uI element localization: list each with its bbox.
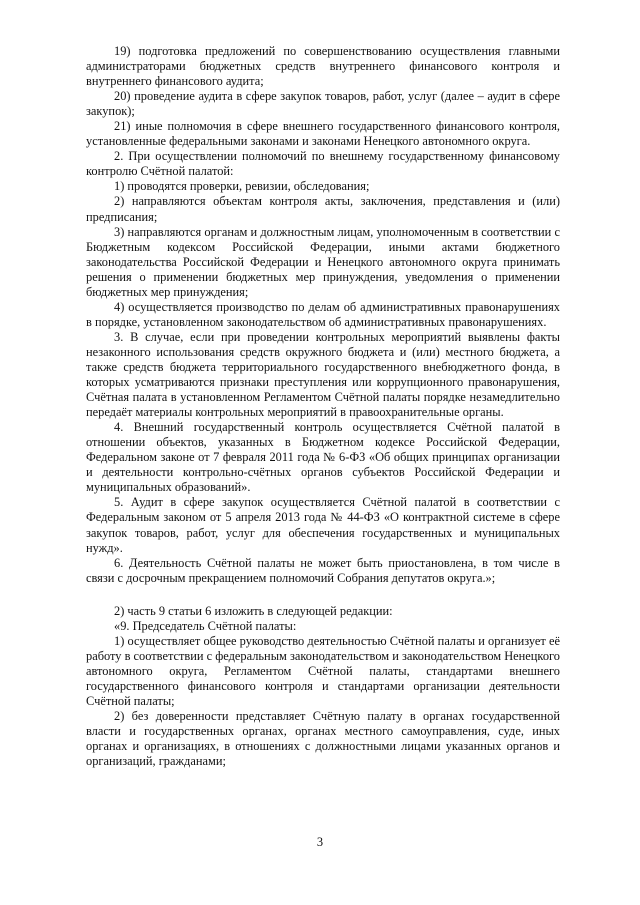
paragraph-part-9-heading: «9. Председатель Счётной палаты: <box>114 618 297 633</box>
paragraph-item-21: 21) иные полномочия в сфере внешнего государственного финансового контроля, установленные федеральными законами и законами Ненецкого автономного округа. <box>86 119 560 149</box>
paragraph-section-2-item-1: 1) проводятся проверки, ревизии, обследования; <box>114 179 370 194</box>
paragraph-part-9-item-1: 1) осуществляет общее руководство деятельностью Счётной палаты и организует её работу в соответствии с федеральным законодательством и законодательством Ненецкого автономного округа, Регламентом Счётной палаты, стандартами внешнего государственного финансового контроля и стандартами организации деятельности Счётной палаты; <box>86 633 560 708</box>
paragraph-section-4: 4. Внешний государственный контроль осуществляется Счётной палатой в отношении объектов, указанных в Бюджетном кодексе Российской Федерации, Федеральном законе от 7 февраля 2011 года № 6-ФЗ «Об общих принципах организации и деятельности контрольно-счётных органов субъектов Российской Федерации и муниципальных образований». <box>86 420 560 495</box>
paragraph-section-6: 6. Деятельность Счётной палаты не может быть приостановлена, в том числе в связи с досрочным прекращением полномочий Собрания депутатов округа.»; <box>86 555 560 585</box>
paragraph-section-2-item-2: 2) направляются объектам контроля акты, заключения, представления и (или) предписания; <box>86 194 560 224</box>
paragraph-section-5: 5. Аудит в сфере закупок осуществляется Счётной палатой в соответствии с Федеральным законом от 5 апреля 2013 года № 44-ФЗ «О контрактной системе в сфере закупок товаров, работ, услуг для обеспечения государственных и муниципальных нужд». <box>86 495 560 555</box>
paragraph-section-3: 3. В случае, если при проведении контрольных мероприятий выявлены факты незаконного использования средств окружного бюджета и (или) местного бюджета, а также средств бюджета территориального государственного внебюджетного фонда, в которых усматриваются признаки преступления или коррупционного правонарушения, Счётная палата в установленном Регламентом Счётной палаты порядке незамедлительно передаёт материалы контрольных мероприятий в правоохранительные органы. <box>86 329 560 420</box>
paragraph-section-2-item-4: 4) осуществляется производство по делам об административных правонарушениях в порядке, установленном законодательством об административных правонарушениях. <box>86 299 560 329</box>
paragraph-item-19: 19) подготовка предложений по совершенствованию осуществления главными администраторами бюджетных средств внутреннего финансового контроля и внутреннего финансового аудита; <box>86 44 560 89</box>
paragraph-amendment-2: 2) часть 9 статьи 6 изложить в следующей редакции: <box>114 603 393 618</box>
paragraph-section-2-item-3: 3) направляются органам и должностным лицам, уполномоченным в соответствии с Бюджетным кодексом Российской Федерации, иными актами бюджетного законодательства Российской Федерации и Ненецкого автономного округа принимать решения о применении бюджетных мер принуждения, уведомления о применении бюджетных мер принуждения; <box>86 224 560 299</box>
paragraph-section-2: 2. При осуществлении полномочий по внешнему государственному финансовому контролю Счётной палатой: <box>86 149 560 179</box>
document-text <box>86 44 560 769</box>
page-number: 3 <box>316 835 324 849</box>
paragraph-item-20: 20) проведение аудита в сфере закупок товаров, работ, услуг (далее – аудит в сфере закупок); <box>86 89 560 119</box>
paragraph-part-9-item-2: 2) без доверенности представляет Счётную палату в органах государственной власти и государственных органах, органах местного самоуправления, суде, иных органах и организациях, в отношениях с должностными лицами указанных органов и организаций, гражданами; <box>86 709 560 769</box>
paragraph-gap <box>86 586 560 604</box>
